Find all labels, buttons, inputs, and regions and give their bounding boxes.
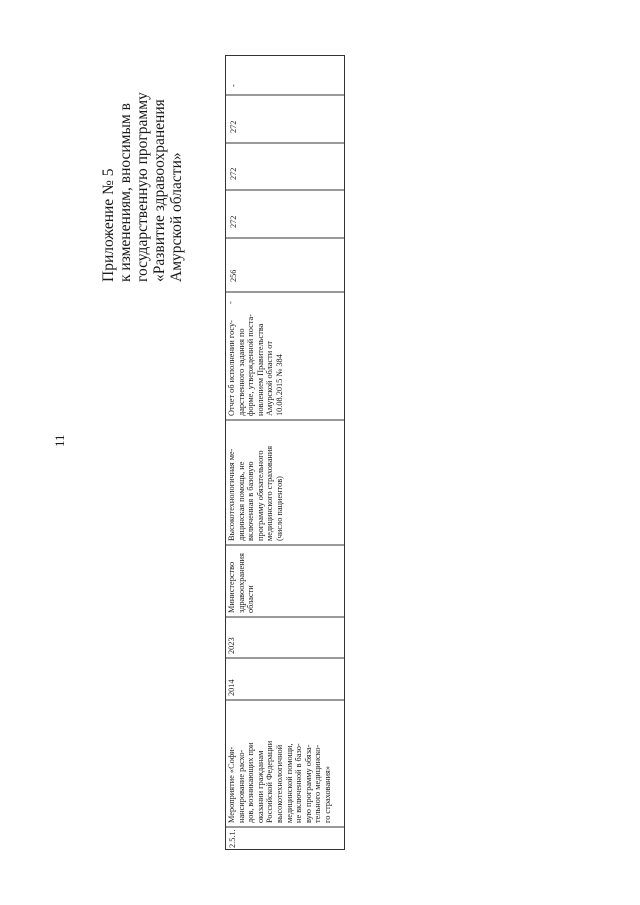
value-cell — [225, 55, 345, 95]
value-text: - — [229, 84, 238, 87]
source-line: дарственного задания по — [236, 328, 246, 416]
executor-cell — [225, 545, 345, 617]
source-line: форме, утвержденной поста- — [246, 314, 256, 416]
value-cell — [225, 95, 345, 143]
row-number-cell — [225, 827, 345, 850]
indicator-line: включенная в базовую — [246, 461, 256, 541]
start-year: 2014 — [227, 679, 236, 696]
value-cell — [225, 238, 345, 292]
source-cell — [225, 292, 345, 420]
value-text: 256 — [229, 269, 238, 282]
start-year-cell — [225, 658, 345, 700]
indicator-line: медицинского страхования — [265, 445, 275, 541]
executor-line: здравоохранения — [236, 553, 246, 613]
measure-name-line: дов, возникающих при — [246, 742, 256, 823]
source-line: Амурской области от — [265, 341, 275, 416]
measure-name-line: вую программу обяза- — [303, 744, 313, 823]
measure-name-line: тельного медицинско- — [313, 744, 323, 823]
indicator-cell — [225, 420, 345, 545]
source-line: Отчет об исполнении госу- — [227, 320, 236, 416]
measure-name-line: не включенной в базо- — [294, 743, 304, 823]
appendix-line: к изменениям, вносимым в — [117, 103, 134, 282]
value-text: 272 — [229, 215, 238, 228]
indicator-line: программу обязательного — [255, 450, 265, 541]
measure-name-line: медицинской помощи, — [284, 743, 294, 823]
indicator-line: дицинская помощь, не — [236, 461, 246, 541]
measure-name-line: го страхования» — [322, 766, 332, 823]
executor-line: области — [246, 585, 256, 613]
source-line: 10.08.2015 № 384 — [274, 354, 284, 416]
value-cell — [225, 143, 345, 190]
source-text — [227, 314, 285, 416]
program-table — [225, 55, 345, 850]
source-line: новлением Правительства — [255, 323, 265, 416]
measure-name-line: высокотехнологичной — [274, 744, 284, 823]
indicator-text — [227, 446, 285, 541]
measure-name-line: Российской Федерации — [265, 740, 275, 823]
measure-name-line: Мероприятие «Софи- — [227, 746, 236, 823]
appendix-line: «Развитие здравоохранения — [151, 99, 168, 282]
value-text: - — [226, 301, 235, 304]
end-year: 2023 — [227, 637, 236, 654]
appendix-line: государственную программу — [134, 92, 151, 282]
indicator-line: (число пациентов) — [274, 476, 284, 541]
value-text: 272 — [229, 120, 238, 133]
appendix-line: Приложение № 5 — [100, 168, 117, 282]
end-year-cell — [225, 617, 345, 658]
appendix-heading — [100, 92, 185, 282]
measure-name — [227, 741, 333, 823]
measure-name-cell — [225, 700, 345, 827]
value-text: 272 — [229, 167, 238, 180]
appendix-line: Амурской области» — [168, 152, 185, 282]
executor-line: Министерство — [227, 561, 236, 613]
measure-name-line: нансирование расхо- — [236, 749, 246, 823]
value-cell — [225, 190, 345, 238]
executor-text — [227, 553, 256, 613]
row-number: 2.5.1. — [228, 829, 237, 848]
page-number: 11 — [52, 434, 67, 447]
indicator-line: Высокотехнологичная ме- — [227, 448, 236, 541]
measure-name-line: оказании гражданам — [255, 750, 265, 823]
